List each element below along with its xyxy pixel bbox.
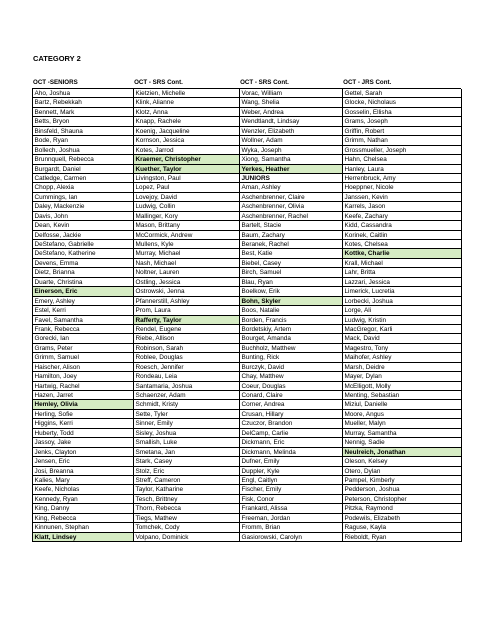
- table-cell: Thorn, Rebecca: [134, 504, 240, 513]
- table-cell: Hanley, Laura: [343, 165, 462, 174]
- table-cell: Pfannerstill, Ashley: [134, 297, 240, 306]
- table-cell: Crusan, Hillary: [240, 410, 343, 419]
- table-cell: Gettel, Sarah: [343, 89, 462, 98]
- table-cell: Roblee, Douglas: [134, 353, 240, 362]
- table-cell: Gosselin, Ellisha: [343, 108, 462, 117]
- table-cell: Aschenbrenner, Olivia: [240, 202, 343, 211]
- table-cell: Mason, Brittany: [134, 221, 240, 230]
- table-cell: Lorge, Ali: [343, 306, 462, 315]
- table-cell: Herling, Sofie: [33, 410, 134, 419]
- table-cell: Bennett, Mark: [33, 108, 134, 117]
- table-cell: Korinek, Caitlin: [343, 231, 462, 240]
- table-cell: Lorbecki, Joshua: [343, 297, 462, 306]
- table-cell: Jenks, Clayton: [33, 448, 134, 457]
- table-cell: Delfosse, Jackie: [33, 231, 134, 240]
- table-cell: Mullens, Kyle: [134, 240, 240, 249]
- table-cell: Engl, Caitlyn: [240, 476, 343, 485]
- table-cell: Kotes, Jarrod: [134, 146, 240, 155]
- table-cell: Ostling, Jessica: [134, 278, 240, 287]
- table-cell: Schaenzer, Adam: [134, 391, 240, 400]
- table-column: [134, 89, 240, 542]
- table-cell: Miziul, Danielle: [343, 400, 462, 409]
- table-cell: Higgins, Kerri: [33, 419, 134, 428]
- table-cell: Aschenbrenner, Rachel: [240, 212, 343, 221]
- table-cell: Aschenbrenner, Claire: [240, 193, 343, 202]
- table-column: [343, 89, 462, 542]
- table-cell: Einerson, Eric: [33, 287, 134, 296]
- table-cell: Chopp, Alexia: [33, 183, 134, 192]
- table-cell: Rafferty, Taylor: [134, 316, 240, 325]
- table-cell: Kidd, Cassandra: [343, 221, 462, 230]
- table-cell: Ostrowski, Jenna: [134, 287, 240, 296]
- table-cell: Santamaria, Joshua: [134, 382, 240, 391]
- table-cell: Pitzka, Raymond: [343, 504, 462, 513]
- table-cell: Emery, Ashley: [33, 297, 134, 306]
- table-cell: DeStefano, Gabrielle: [33, 240, 134, 249]
- table-cell: Kottke, Charlie: [343, 249, 462, 258]
- table-cell: Fisk, Conor: [240, 495, 343, 504]
- table-cell: Davis, John: [33, 212, 134, 221]
- table-cell: Roesch, Jennifer: [134, 363, 240, 372]
- table-cell: McElligott, Molly: [343, 382, 462, 391]
- column-header: OCT - SRS Cont.: [240, 79, 289, 86]
- table-cell: Aho, Joshua: [33, 89, 134, 98]
- table-cell: Bunting, Rick: [240, 353, 343, 362]
- table-cell: Lazzari, Jessica: [343, 278, 462, 287]
- table-cell: McCormick, Andrew: [134, 231, 240, 240]
- table-cell: Dufner, Emily: [240, 457, 343, 466]
- table-cell: Podewils, Elizabeth: [343, 514, 462, 523]
- table-cell: Dickmann, Melinda: [240, 448, 343, 457]
- table-cell: Blau, Ryan: [240, 278, 343, 287]
- table-column: [33, 89, 134, 542]
- table-cell: Binsfeld, Shauna: [33, 127, 134, 136]
- table-cell: Jensen, Eric: [33, 457, 134, 466]
- table-cell: Favel, Samantha: [33, 316, 134, 325]
- table-cell: Grimm, Samuel: [33, 353, 134, 362]
- table-cell: Tesch, Brittney: [134, 495, 240, 504]
- table-cell: Duppler, Kyle: [240, 467, 343, 476]
- table-cell: Wang, Shelia: [240, 98, 343, 107]
- table-cell: Nash, Michael: [134, 259, 240, 268]
- table-cell: Klotz, Anna: [134, 108, 240, 117]
- table-cell: Marsh, Deidre: [343, 363, 462, 372]
- table-cell: Grossmueller, Joseph: [343, 146, 462, 155]
- table-cell: Tomchek, Cody: [134, 523, 240, 532]
- table-cell: Ludwig, Collin: [134, 202, 240, 211]
- table-cell: Magestro, Tony: [343, 344, 462, 353]
- table-cell: Gorecki, Ian: [33, 334, 134, 343]
- table-cell: Bartelt, Stacie: [240, 221, 343, 230]
- table-cell: Smetana, Jan: [134, 448, 240, 457]
- table-cell: Burczyk, David: [240, 363, 343, 372]
- table-cell: Baum, Zachary: [240, 231, 343, 240]
- table-cell: Rendel, Eugene: [134, 325, 240, 334]
- table-cell: King, Rebecca: [33, 514, 134, 523]
- table-cell: Noltner, Lauren: [134, 268, 240, 277]
- table-cell: Hazen, Jarret: [33, 391, 134, 400]
- table-cell: Mallinger, Kory: [134, 212, 240, 221]
- table-cell: Estel, Kerri: [33, 306, 134, 315]
- table-cell: Wenzler, Elizabeth: [240, 127, 343, 136]
- table-cell: Josi, Breanna: [33, 467, 134, 476]
- table-cell: Kotes, Chelsea: [343, 240, 462, 249]
- table-cell: Raguse, Kayla: [343, 523, 462, 532]
- table-cell: Bohn, Skyler: [240, 297, 343, 306]
- table-cell: Hamilton, Joey: [33, 372, 134, 381]
- table-cell: Klatt, Lindsey: [33, 533, 134, 542]
- table-cell: Birch, Samuel: [240, 268, 343, 277]
- table-cell: Menting, Sebastian: [343, 391, 462, 400]
- table-cell: Kornson, Jessica: [134, 136, 240, 145]
- table-cell: Betts, Bryon: [33, 117, 134, 126]
- table-cell: Hoeppner, Nicole: [343, 183, 462, 192]
- table-cell: Ludwig, Kristin: [343, 316, 462, 325]
- table-cell: Riebe, Allison: [134, 334, 240, 343]
- table-cell: Brunnquell, Rebecca: [33, 155, 134, 164]
- page-title: CATEGORY 2: [33, 54, 81, 63]
- table-cell: DelCamp, Carlie: [240, 429, 343, 438]
- table-cell: Livingston, Paul: [134, 174, 240, 183]
- table-cell: Devens, Emma: [33, 259, 134, 268]
- table-cell: JUNIORS: [240, 174, 343, 183]
- table-cell: Kuether, Taylor: [134, 165, 240, 174]
- table-cell: Sisley, Joshua: [134, 429, 240, 438]
- table-cell: DeStefano, Katherine: [33, 249, 134, 258]
- table-cell: Stolz, Eric: [134, 467, 240, 476]
- table-cell: Fischer, Emily: [240, 485, 343, 494]
- table-cell: Kraemer, Christopher: [134, 155, 240, 164]
- table-cell: Best, Katie: [240, 249, 343, 258]
- table-cell: Wendtlandt, Lindsay: [240, 117, 343, 126]
- table-cell: Frankard, Alissa: [240, 504, 343, 513]
- table-cell: Oleson, Kelsey: [343, 457, 462, 466]
- table-cell: Coeur, Douglas: [240, 382, 343, 391]
- column-header: OCT -SENIORS: [33, 79, 78, 86]
- table-cell: Knapp, Rachele: [134, 117, 240, 126]
- table-cell: Murray, Samantha: [343, 429, 462, 438]
- table-cell: Sinner, Emily: [134, 419, 240, 428]
- table-cell: Mack, David: [343, 334, 462, 343]
- table-cell: Bourget, Amanda: [240, 334, 343, 343]
- table-cell: Weber, Andrea: [240, 108, 343, 117]
- table-cell: Karrels, Jason: [343, 202, 462, 211]
- table-cell: Tiegs, Mathew: [134, 514, 240, 523]
- table-cell: Cummings, Ian: [33, 193, 134, 202]
- table-cell: Wyka, Joseph: [240, 146, 343, 155]
- header-row: [32, 78, 461, 88]
- table-cell: Biebel, Casey: [240, 259, 343, 268]
- table-cell: Gasiorowski, Carolyn: [240, 533, 343, 542]
- table-cell: Lovejoy, David: [134, 193, 240, 202]
- table-cell: Lahr, Britta: [343, 268, 462, 277]
- roster-table: [32, 78, 461, 542]
- table-cell: Chay, Matthew: [240, 372, 343, 381]
- table-cell: Bordetskiy, Artem: [240, 325, 343, 334]
- table-cell: Vorac, William: [240, 89, 343, 98]
- table-cell: Mueller, Malyn: [343, 419, 462, 428]
- table-cell: Conard, Claire: [240, 391, 343, 400]
- table-cell: Pedderson, Joshua: [343, 485, 462, 494]
- table-cell: Limerick, Lucretia: [343, 287, 462, 296]
- table-cell: Wollner, Adam: [240, 136, 343, 145]
- table-cell: Pampel, Kimberly: [343, 476, 462, 485]
- table-cell: Otero, Dylan: [343, 467, 462, 476]
- table-cell: Fromm, Brian: [240, 523, 343, 532]
- table-cell: Herrenbruck, Amy: [343, 174, 462, 183]
- table-cell: Glocke, Nicholaus: [343, 98, 462, 107]
- table-cell: Corner, Andrea: [240, 400, 343, 409]
- table-cell: Klink, Alianne: [134, 98, 240, 107]
- table-cell: Maihofer, Ashley: [343, 353, 462, 362]
- table-cell: Schmidt, Kristy: [134, 400, 240, 409]
- table-cell: Rieboldt, Ryan: [343, 533, 462, 542]
- table-cell: Daley, Mackenzie: [33, 202, 134, 211]
- table-cell: Keefe, Nicholas: [33, 485, 134, 494]
- table-cell: Kietzien, Michelle: [134, 89, 240, 98]
- table-cell: Borden, Francis: [240, 316, 343, 325]
- table-cell: Sette, Tyler: [134, 410, 240, 419]
- table-cell: Peterson, Christopher: [343, 495, 462, 504]
- table-cell: Duarte, Christina: [33, 278, 134, 287]
- table-cell: Mayer, Dylan: [343, 372, 462, 381]
- table-cell: Bartz, Rebekkah: [33, 98, 134, 107]
- table-cell: Taylor, Katharine: [134, 485, 240, 494]
- column-header: OCT - SRS Cont.: [134, 79, 183, 86]
- table-cell: Nennig, Sadie: [343, 438, 462, 447]
- table-cell: Krall, Michael: [343, 259, 462, 268]
- table-cell: Murray, Michael: [134, 249, 240, 258]
- table-cell: Xiong, Samantha: [240, 155, 343, 164]
- table-cell: Dean, Kevin: [33, 221, 134, 230]
- table-cell: Boelkow, Erik: [240, 287, 343, 296]
- table-cell: Dickmann, Eric: [240, 438, 343, 447]
- table-cell: Smallish, Luke: [134, 438, 240, 447]
- table-cell: Boos, Natalie: [240, 306, 343, 315]
- table-cell: Moore, Angus: [343, 410, 462, 419]
- table-cell: Hahn, Chelsea: [343, 155, 462, 164]
- table-cell: Keefe, Zachary: [343, 212, 462, 221]
- table-cell: Griffin, Robert: [343, 127, 462, 136]
- table-cell: Koenig, Jacqueline: [134, 127, 240, 136]
- table-body: [32, 88, 461, 542]
- table-cell: Bode, Ryan: [33, 136, 134, 145]
- table-cell: Janssen, Kevin: [343, 193, 462, 202]
- table-cell: MacGregor, Karli: [343, 325, 462, 334]
- table-column: [240, 89, 343, 542]
- table-cell: Grams, Joseph: [343, 117, 462, 126]
- table-cell: Lopez, Paul: [134, 183, 240, 192]
- table-cell: Huberty, Todd: [33, 429, 134, 438]
- table-cell: Bollech, Joshua: [33, 146, 134, 155]
- table-cell: Streff, Cameron: [134, 476, 240, 485]
- table-cell: Aman, Ashley: [240, 183, 343, 192]
- table-cell: Kennedy, Ryan: [33, 495, 134, 504]
- table-cell: Hartwig, Rachel: [33, 382, 134, 391]
- table-cell: King, Danny: [33, 504, 134, 513]
- table-cell: Rondeau, Leia: [134, 372, 240, 381]
- table-cell: Volpano, Dominick: [134, 533, 240, 542]
- table-cell: Czuczor, Brandon: [240, 419, 343, 428]
- table-cell: Catledge, Carmen: [33, 174, 134, 183]
- table-cell: Frank, Rebecca: [33, 325, 134, 334]
- table-cell: Neulreich, Jonathan: [343, 448, 462, 457]
- column-header: OCT - JRS Cont.: [343, 79, 392, 86]
- table-cell: Burgardt, Daniel: [33, 165, 134, 174]
- table-cell: Kalies, Mary: [33, 476, 134, 485]
- table-cell: Jassoy, Jake: [33, 438, 134, 447]
- table-cell: Grams, Peter: [33, 344, 134, 353]
- table-cell: Hemley, Olivia: [33, 400, 134, 409]
- table-cell: Freeman, Jordan: [240, 514, 343, 523]
- table-cell: Buchholz, Matthew: [240, 344, 343, 353]
- table-cell: Stark, Casey: [134, 457, 240, 466]
- table-cell: Yerkes, Heather: [240, 165, 343, 174]
- table-cell: Prom, Laura: [134, 306, 240, 315]
- table-cell: Kinnunen, Stephan: [33, 523, 134, 532]
- table-cell: Grimm, Nathan: [343, 136, 462, 145]
- table-cell: Haischer, Alison: [33, 363, 134, 372]
- table-cell: Beranek, Rachel: [240, 240, 343, 249]
- table-cell: Dietz, Brianna: [33, 268, 134, 277]
- table-cell: Robinson, Sarah: [134, 344, 240, 353]
